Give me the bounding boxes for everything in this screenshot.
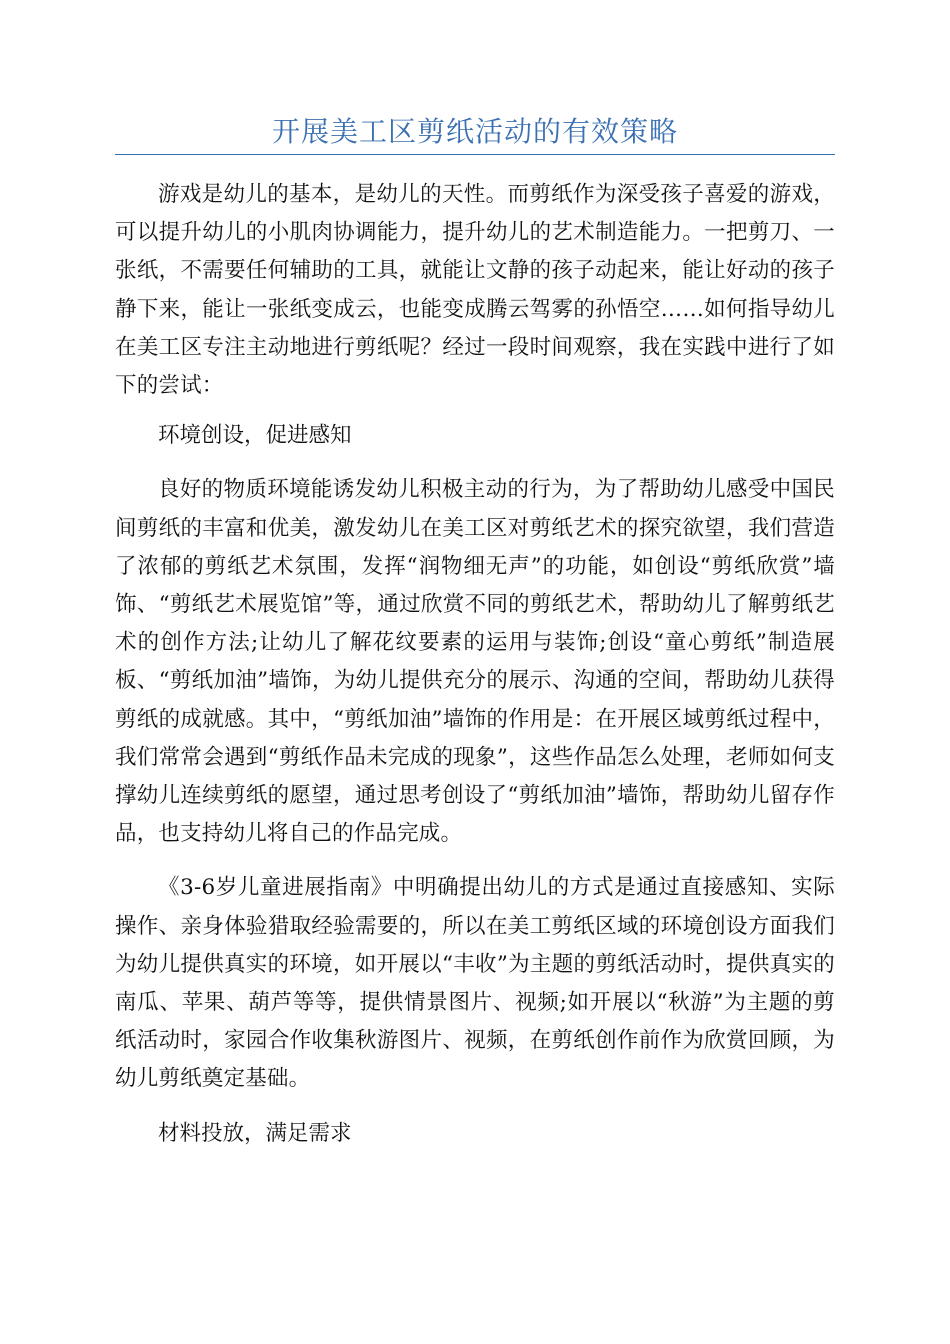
title-underline [115,154,835,155]
paragraph-intro: 游戏是幼儿的基本，是幼儿的天性。而剪纸作为深受孩子喜爱的游戏，可以提升幼儿的小肌肉协调能力，提升幼儿的艺术制造能力。一把剪刀、一张纸，不需要任何辅助的工具，就能让文静的孩子动起来，能让好动的孩子静下来，能让一张纸变成云，也能变成腾云驾雾的孙悟空……如何指导幼儿在美工区专注主动地进行剪纸呢？经过一段时间观察，我在实践中进行了如下的尝试： [115,182,835,399]
section-heading-environment: 环境创设，促进感知 [158,423,352,449]
document-title: 开展美工区剪纸活动的有效策略 [271,115,678,148]
paragraph-guide: 《3-6岁儿童进展指南》中明确提出幼儿的方式是通过直接感知、实际操作、亲身体验猎取经验需要的，所以在美工剪纸区域的环境创设方面我们为幼儿提供真实的环境，如开展以“丰收”为主题的剪纸活动时，提供真实的南瓜、苹果、葫芦等等，提供情景图片、视频;如开展以“秋游”为主题的剪纸活动时，家园合作收集秋游图片、视频，在剪纸创作前作为欣赏回顾，为幼儿剪纸奠定基础。 [115,875,835,1092]
paragraph-environment: 良好的物质环境能诱发幼儿积极主动的行为，为了帮助幼儿感受中国民间剪纸的丰富和优美，激发幼儿在美工区对剪纸艺术的探究欲望，我们营造了浓郁的剪纸艺术氛围，发挥“润物细无声”的功能，如创设“剪纸欣赏”墙饰、“剪纸艺术展览馆”等，通过欣赏不同的剪纸艺术，帮助幼儿了解剪纸艺术的创作方法;让幼儿了解花纹要素的运用与装饰;创设“童心剪纸”制造展板、“剪纸加油”墙饰，为幼儿提供充分的展示、沟通的空间，帮助幼儿获得剪纸的成就感。其中，“剪纸加油”墙饰的作用是：在开展区域剪纸过程中，我们常常会遇到“剪纸作品未完成的现象”，这些作品怎么处理，老师如何支撑幼儿连续剪纸的愿望，通过思考创设了“剪纸加油”墙饰，帮助幼儿留存作品，也支持幼儿将自己的作品完成。 [115,477,835,847]
section-heading-materials: 材料投放，满足需求 [158,1120,352,1146]
document-body [115,176,835,1153]
